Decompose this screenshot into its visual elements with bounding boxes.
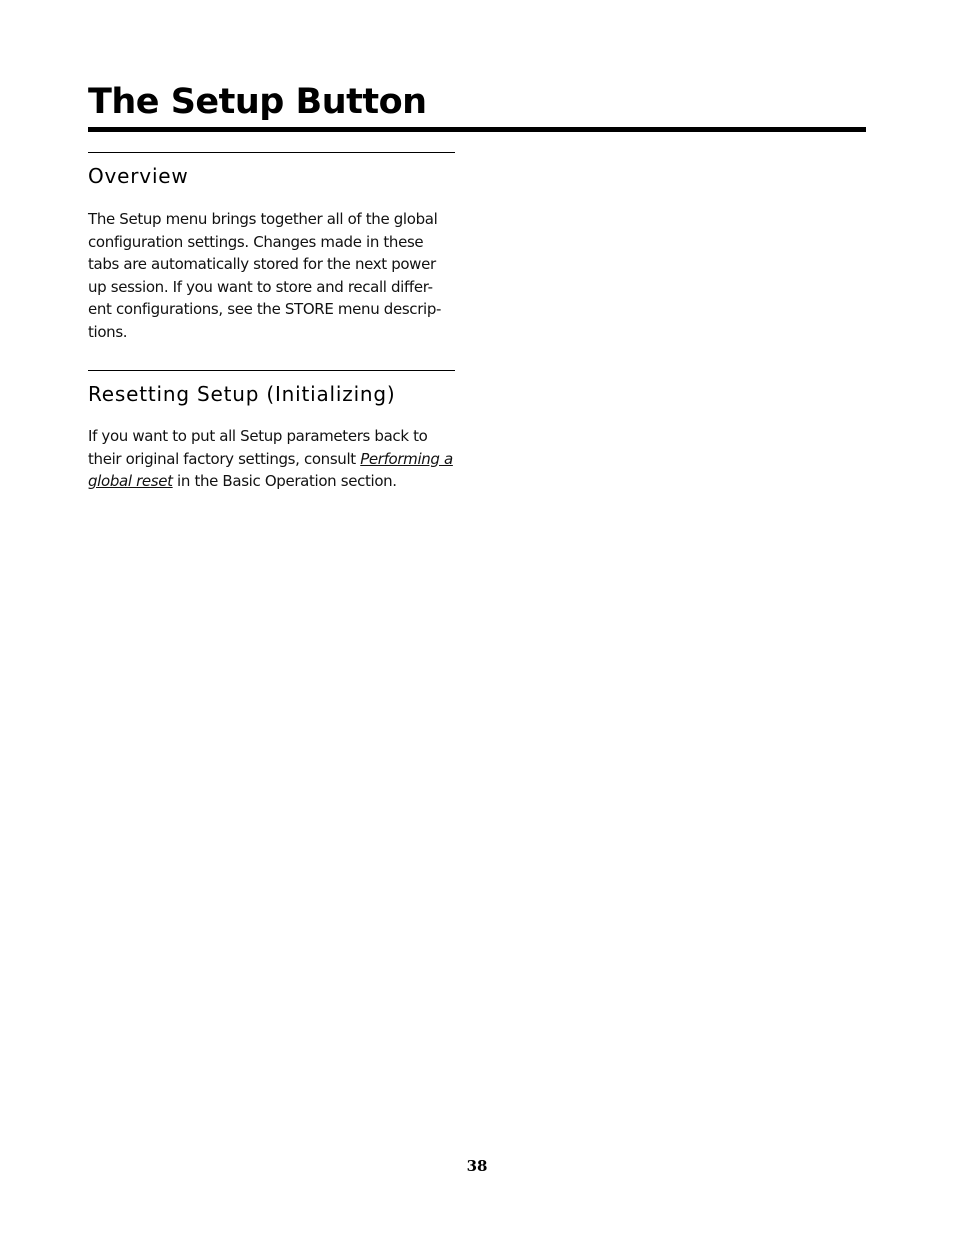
section-divider <box>88 370 455 371</box>
page-title: The Setup Button <box>88 82 427 122</box>
paragraph-line <box>88 448 455 471</box>
paragraph-line: tions. <box>88 322 128 341</box>
paragraph-line: tabs are automatically stored for the next power <box>88 255 436 273</box>
page-number: 38 <box>466 1157 488 1175</box>
overview-paragraph <box>88 208 455 343</box>
paragraph-line: ent configurations, see the STORE menu descrip- <box>88 300 442 318</box>
performing-global-reset-link[interactable]: Performing a <box>360 449 453 468</box>
paragraph-text: in the Basic Operation section. <box>172 472 397 490</box>
title-rule <box>88 127 866 132</box>
paragraph-text: their original factory settings, consult <box>88 449 361 468</box>
paragraph-line: The Setup menu brings together all of the global <box>88 210 438 228</box>
performing-global-reset-link-continued[interactable]: global reset <box>88 472 173 490</box>
section-heading-resetting-setup: Resetting Setup (Initializing) <box>88 382 396 406</box>
section-resetting-setup <box>88 370 455 493</box>
section-divider <box>88 152 455 153</box>
section-overview <box>88 152 455 343</box>
paragraph-line: If you want to put all Setup parameters back to <box>88 427 428 445</box>
paragraph-line: configuration settings. Changes made in these <box>88 232 424 251</box>
resetting-paragraph <box>88 425 455 493</box>
paragraph-line <box>88 470 455 493</box>
section-heading-overview: Overview <box>88 164 189 188</box>
paragraph-line: up session. If you want to store and recall differ- <box>88 277 433 296</box>
